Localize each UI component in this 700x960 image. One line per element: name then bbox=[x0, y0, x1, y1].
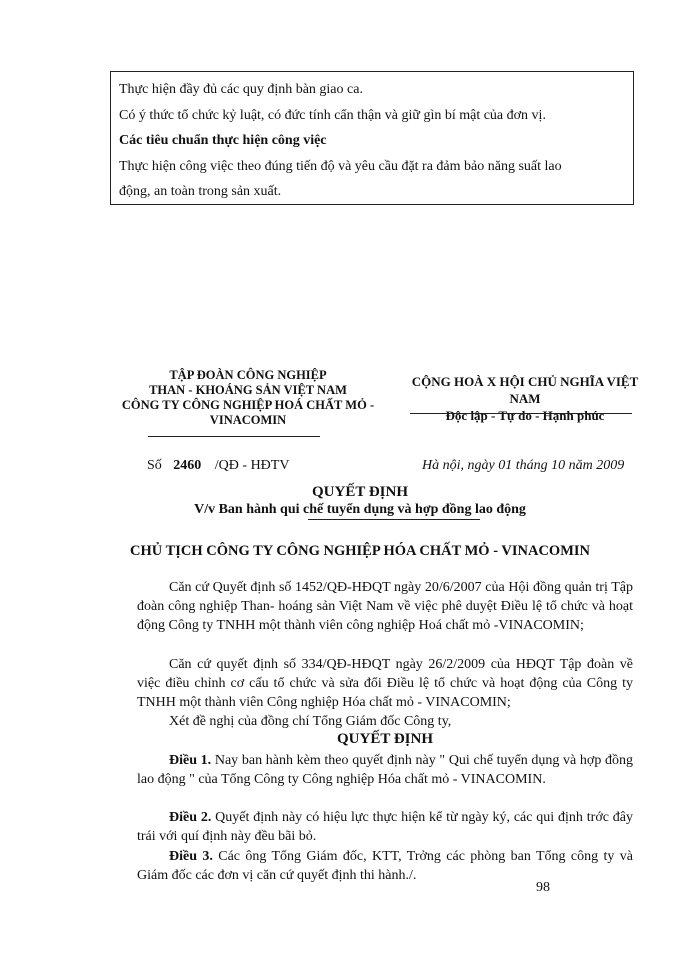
preamble-paragraph: Căn cứ Quyết định số 1452/QĐ-HĐQT ngày 20/6/2007 của Hội đồng quản trị Tập đoàn công nghiệp Than- hoáng sản Việt Nam về việc phê duyệt Điều lệ tổ chức và hoạt động Công ty TNHH một thành viên công nghiệp Hoá chất mỏ -VINACOMIN; bbox=[137, 580, 633, 633]
preamble-paragraph: Xét đề nghị của đồng chí Tổng Giám đốc Công ty, bbox=[169, 714, 452, 729]
decision-subject: V/v Ban hành qui chế tuyển dụng và hợp đồng lao động bbox=[194, 502, 526, 517]
document-number bbox=[147, 458, 289, 474]
article-3 bbox=[137, 847, 633, 885]
decision-title: QUYẾT ĐỊNH bbox=[312, 484, 408, 500]
article-1 bbox=[137, 751, 633, 789]
org-line: CÔNG TY CÔNG NGHIỆP HOÁ CHẤT MỎ - bbox=[121, 398, 375, 412]
org-line: THAN - KHOÁNG SẢN VIỆT NAM bbox=[149, 383, 347, 397]
article-label: Điều 2. bbox=[169, 810, 212, 825]
article-2 bbox=[137, 808, 633, 846]
subject-underline bbox=[308, 519, 480, 520]
duty-line: Có ý thức tổ chức kỷ luật, có đức tính cẩn thận và giữ gìn bí mật của đơn vị. bbox=[119, 107, 546, 123]
nation-name: CỘNG HOÀ X HỘI CHỦ NGHĨA VIỆT NAM bbox=[411, 374, 639, 406]
org-line: TẬP ĐOÀN CÔNG NGHIỆP bbox=[169, 368, 327, 382]
article-label: Điều 3. bbox=[169, 849, 213, 864]
national-header bbox=[395, 373, 655, 424]
decision-heading: QUYẾT ĐỊNH bbox=[337, 731, 433, 747]
duty-line: Thực hiện công việc theo đúng tiến độ và yêu cầu đặt ra đảm bảo năng suất lao bbox=[119, 158, 562, 174]
standards-heading: Các tiêu chuẩn thực hiện công việc bbox=[119, 133, 327, 148]
duty-line: động, an toàn trong sản xuất. bbox=[119, 184, 282, 199]
article-text: Nay ban hành kèm theo quyết định này " Qui chế tuyển dụng và hợp đồng lao động " của Tổng Công ty Công nghiệp Hóa chất mỏ - VINACOMIN. bbox=[137, 753, 634, 787]
motto-underline bbox=[410, 413, 632, 414]
number-label: Số bbox=[147, 458, 162, 473]
duties-box bbox=[110, 71, 634, 205]
org-line: VINACOMIN bbox=[209, 413, 287, 427]
org-underline bbox=[148, 436, 320, 437]
preamble-paragraph: Căn cứ quyết định số 334/QĐ-HĐQT ngày 26/2/2009 của HĐQT Tập đoàn về việc điều chỉnh cơ cấu tổ chức và sửa đổi Điều lệ tổ chức và hoạt động của Công ty TNHH một thành viên Công nghiệp Hóa chất mỏ - VINACOMIN; bbox=[137, 657, 633, 710]
article-text: Các ông Tổng Giám đốc, KTT, Trởng các phòng ban Tổng công ty và Giám đốc các đơn vị căn cứ quyết định thi hành./. bbox=[137, 849, 633, 883]
number-value: 2460 bbox=[173, 458, 202, 473]
article-label: Điều 1. bbox=[169, 753, 212, 768]
number-suffix: /QĐ - HĐTV bbox=[214, 458, 290, 473]
issuing-authority: CHỦ TỊCH CÔNG TY CÔNG NGHIỆP HÓA CHẤT MỎ - VINACOMIN bbox=[129, 543, 590, 559]
duty-line: Thực hiện đầy đủ các quy định bàn giao ca. bbox=[119, 82, 363, 97]
document-date: Hà nội, ngày 01 tháng 10 năm 2009 bbox=[422, 458, 625, 473]
organization-header bbox=[118, 368, 378, 428]
article-text: Quyết định này có hiệu lực thực hiện kể từ ngày ký, các qui định trớc đây trái với quí định này đều bãi bỏ. bbox=[137, 810, 633, 844]
motto: Độc lập - Tự do - Hạnh phúc bbox=[445, 408, 605, 423]
page-number: 98 bbox=[536, 880, 550, 895]
